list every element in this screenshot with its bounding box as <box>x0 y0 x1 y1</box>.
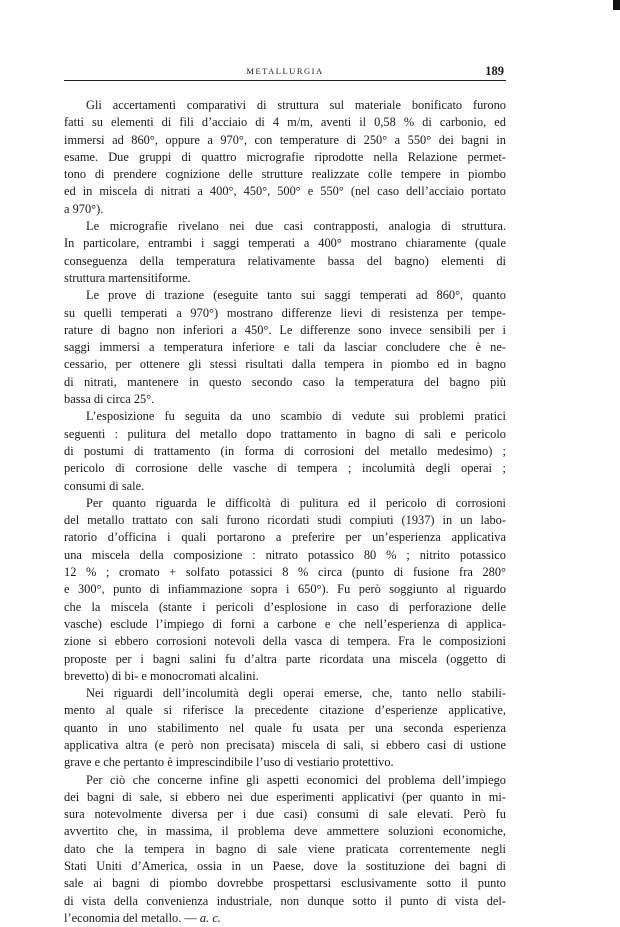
text-line: Le prove di trazione (eseguite tanto sui saggi temperati ad 860°, quanto <box>86 288 506 303</box>
text-line: struttura martensitiforme. <box>64 270 191 285</box>
page-number: 189 <box>485 64 504 78</box>
text-line: quanto in uno stabilimento nel quale fu usata per una seconda esperienza <box>64 720 506 735</box>
text-line: Gli accertamenti comparativi di struttura sul materiale bonificato furono <box>86 98 506 112</box>
text-line: di nitrati, mantenere in questo secondo caso la temperatura del bagno più <box>64 374 506 389</box>
text-line: e 300°, punto di infiammazione sopra i 650°). Fu però soggiunto al riguardo <box>64 582 506 597</box>
text-line: sura notevolmente diversa per i due casi) consumi di sale elevati. Però fu <box>64 807 506 822</box>
text-line: ratorio d’officina i quali portarono a preferire per un’esperienza applicativa <box>64 530 506 545</box>
paragraph <box>64 97 506 218</box>
text-line: consumi di sale. <box>64 478 145 493</box>
text-line: pericolo di corrosione delle vasche di tempera ; incolumità degli operai ; <box>64 461 506 476</box>
text-line: Nei riguardi dell’incolumità degli operai emerse, che, tanto nello stabili- <box>86 686 506 701</box>
author-signature: a. c. <box>199 910 221 925</box>
text-line: vasche) esclude l’impiego di forni a carbone e che nell’esperienza di applica- <box>64 616 506 631</box>
text-line: saggi immersi a temperatura inferiore e tali da lasciar concludere che è ne- <box>64 340 506 355</box>
text-line: applicativa altra (e però non precisata) miscela di sali, si ebbero casi di ustione <box>64 737 506 752</box>
text-line: del metallo trattato con sali furono ricordati studi compiuti (1937) in un labo- <box>64 513 506 528</box>
text-line: zione si ebbero corrosioni notevoli della vasca di tempera. Fra le composizioni <box>64 634 506 649</box>
text-line: di postumi di trattamento (in forma di corrosioni del metallo medesimo) ; <box>64 443 506 458</box>
text-line: Le micrografie rivelano nei due casi contrapposti, analogia di struttura. <box>86 219 506 234</box>
text-line: Per ciò che concerne infine gli aspetti economici del problema dell’impiego <box>86 772 506 787</box>
paragraph <box>64 685 506 771</box>
text-line: In particolare, entrambi i saggi temperati a 400° mostrano chiaramente (quale <box>64 236 506 251</box>
running-header <box>64 64 506 81</box>
text-line: che la miscela (stante i pericoli d’esplosione in caso di perforazione delle <box>64 599 506 614</box>
text-line: una miscela della composizione : nitrato potassico 80 % ; nitrito potassico <box>64 547 506 562</box>
text-line: immersi ad 860°, oppure a 970°, con temperature di 250° a 550° dei bagni in <box>64 132 506 147</box>
text-line: Per quanto riguarda le difficoltà di pulitura ed il pericolo di corrosioni <box>86 495 506 510</box>
text-line: mento al quale si riferisce la precedente citazione d’esperienze applicative, <box>64 703 506 718</box>
text-line: ed in miscela di nitrati a 400°, 450°, 500° e 550° (nel caso dell’acciaio portato <box>64 184 506 199</box>
text-line: di vista della convenienza industriale, non dunque sotto il punto di vista del- <box>64 893 506 908</box>
text-line: 12 % ; cromato + solfato potassici 8 % circa (punto di fusione fra 280° <box>64 565 506 580</box>
text-line: a 970°). <box>64 201 104 216</box>
paragraph <box>64 772 506 927</box>
text-line: dei bagni di sale, si ebbero nei due esperimenti applicativi (per quanto in mi- <box>64 789 506 804</box>
text-line: avvertito che, in massima, il problema deve ammettere soluzioni economiche, <box>64 824 506 839</box>
paragraph <box>64 408 506 494</box>
text-line: esame. Due gruppi di quattro micrografie riprodotte nella Relazione permet- <box>64 149 506 164</box>
text-line: tono di prendere cognizione delle strutture realizzate colle tempere in piombo <box>64 167 506 182</box>
paragraph <box>64 287 506 408</box>
text-line: brevetto) di bi- e monocromati alcalini. <box>64 668 259 683</box>
text-line: cessario, per ottenere gli stessi risultati dalla tempera in piombo ed in bagno <box>64 357 506 372</box>
text-line: conseguenza della temperatura relativamente bassa del bagno) elementi di <box>64 253 506 268</box>
running-title: METALLURGIA <box>246 66 324 76</box>
text-line: fatti su elementi di fili d’acciaio di 4 m/m, aventi il 0,58 % di carbonio, ed <box>64 115 506 130</box>
text-line: l’economia del metallo. — a. c. <box>64 910 221 925</box>
scan-edge-mark <box>613 0 620 10</box>
text-line: su quelli temperati a 970°) mostrano differenze lievi di resistenza per tempe- <box>64 305 506 320</box>
text-line: grave e che pertanto è imprescindibile l’uso di vestiario protettivo. <box>64 755 394 770</box>
text-line: bassa di circa 25°. <box>64 392 155 407</box>
text-line: Stati Uniti d’America, ossia in un Paese, dove la sostituzione dei bagni di <box>64 859 506 874</box>
text-line: dato che la tempera in bagno di sale viene praticata correntemente negli <box>64 841 506 856</box>
article-body <box>64 97 506 927</box>
paragraph <box>64 495 506 685</box>
paragraph <box>64 218 506 287</box>
text-line: rature di bagno non inferiori a 450°. Le differenze sono invece sensibili per i <box>64 322 506 337</box>
text-line: sale ai bagni di piombo dovrebbe prospettarsi esclusivamente sotto il punto <box>64 876 506 891</box>
text-line: proposte per i bagni salini fu d’altra parte ricordata una miscela (oggetto di <box>64 651 506 666</box>
text-line: seguenti : pulitura del metallo dopo trattamento in bagno di sali e pericolo <box>64 426 506 441</box>
text-line: L’esposizione fu seguita da uno scambio di vedute sui problemi pratici <box>86 409 506 424</box>
